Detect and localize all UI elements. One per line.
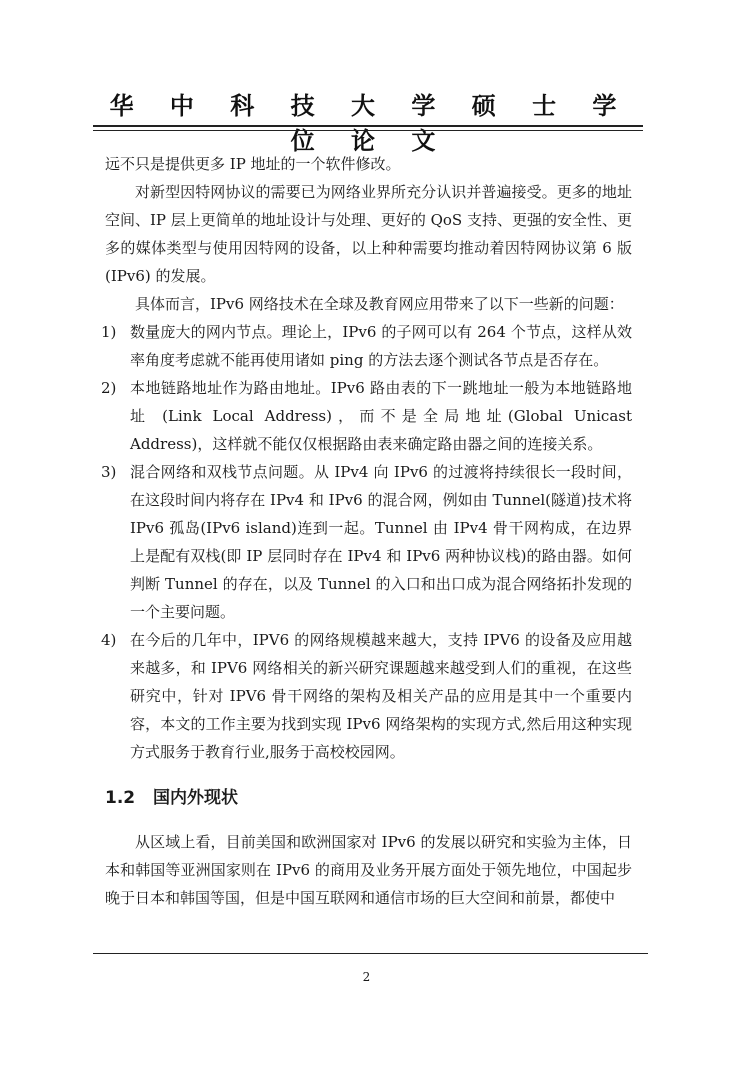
list-item-text: 混合网络和双栈节点问题。从 IPv4 向 IPv6 的过渡将持续很长一段时间，在这段时间内将存在 IPv4 和 IPv6 的混合网，例如由 Tunnel(隧道)技术将 IPv6 孤岛(IPv6 island)连到一起。Tunnel 由 IPv4 骨干网构成，在边界上是配有双栈(即 IP 层同时存在 IPv4 和 IPv6 两种协议栈)的路由器。如何判断 Tunnel 的存在，以及 Tunnel 的入口和出口成为混合网络拓扑发现的一个主要问题。 [130,463,632,621]
section-title: 国内外现状 [153,788,239,808]
paragraph: 对新型因特网协议的需要已为网络业界所充分认识并普遍接受。更多的地址空间、IP 层上更简单的地址设计与处理、更好的 QoS 支持、更强的安全性、更多的媒体类型与使用因特网的设备，以上种种需要均推动着因特网协议第 6 版 (IPv6) 的发展。 [105,183,632,285]
header-rule-thin [93,130,643,131]
paragraph-continuation: 远不只是提供更多 IP 地址的一个软件修改。 [105,155,401,173]
list-item [101,318,632,374]
list-item-number: 2) [101,379,117,397]
list-item-text: 在今后的几年中，IPV6 的网络规模越来越大，支持 IPV6 的设备及应用越来越多，和 IPV6 网络相关的新兴研究课题越来越受到人们的重视，在这些研究中，针对 IPV6 骨干网络的架构及相关产品的应用是其中一个重要内容，本文的工作主要为找到实现 IPv6 网络架构的实现方式,然后用这种实现方式服务于教育行业,服务于高校校园网。 [130,631,632,761]
body-text [101,150,632,912]
numbered-list [101,318,632,766]
list-item-text: 本地链路地址作为路由地址。IPv6 路由表的下一跳地址一般为本地链路地址 (Link Local Address)，而不是全局地址(Global Unicast Address)，这样就不能仅仅根据路由表来确定路由器之间的连接关系。 [130,379,632,453]
header-rule-thick [93,125,643,127]
footer-rule [93,953,648,954]
paragraph: 具体而言，IPv6 网络技术在全球及教育网应用带来了以下一些新的问题： [135,295,624,313]
list-item-number: 4) [101,631,117,649]
list-item [101,458,632,626]
list-item-number: 1) [101,323,117,341]
page-header-title: 华 中 科 技 大 学 硕 士 学 位 论 文 [109,91,631,155]
page-number: 2 [362,970,371,984]
section-number: 1.2 [105,788,136,808]
list-item [101,374,632,458]
paragraph: 从区域上看，目前美国和欧洲国家对 IPv6 的发展以研究和实验为主体，日本和韩国等亚洲国家则在 IPv6 的商用及业务开展方面处于领先地位，中国起步晚于日本和韩国等国，但是中国互联网和通信市场的巨大空间和前景，都使中 [105,833,632,907]
list-item [101,626,632,766]
section-heading [105,784,632,812]
list-item-text: 数量庞大的网内节点。理论上，IPv6 的子网可以有 264 个节点，这样从效率角度考虑就不能再使用诸如 ping 的方法去逐个测试各节点是否存在。 [130,323,632,369]
list-item-number: 3) [101,463,117,481]
